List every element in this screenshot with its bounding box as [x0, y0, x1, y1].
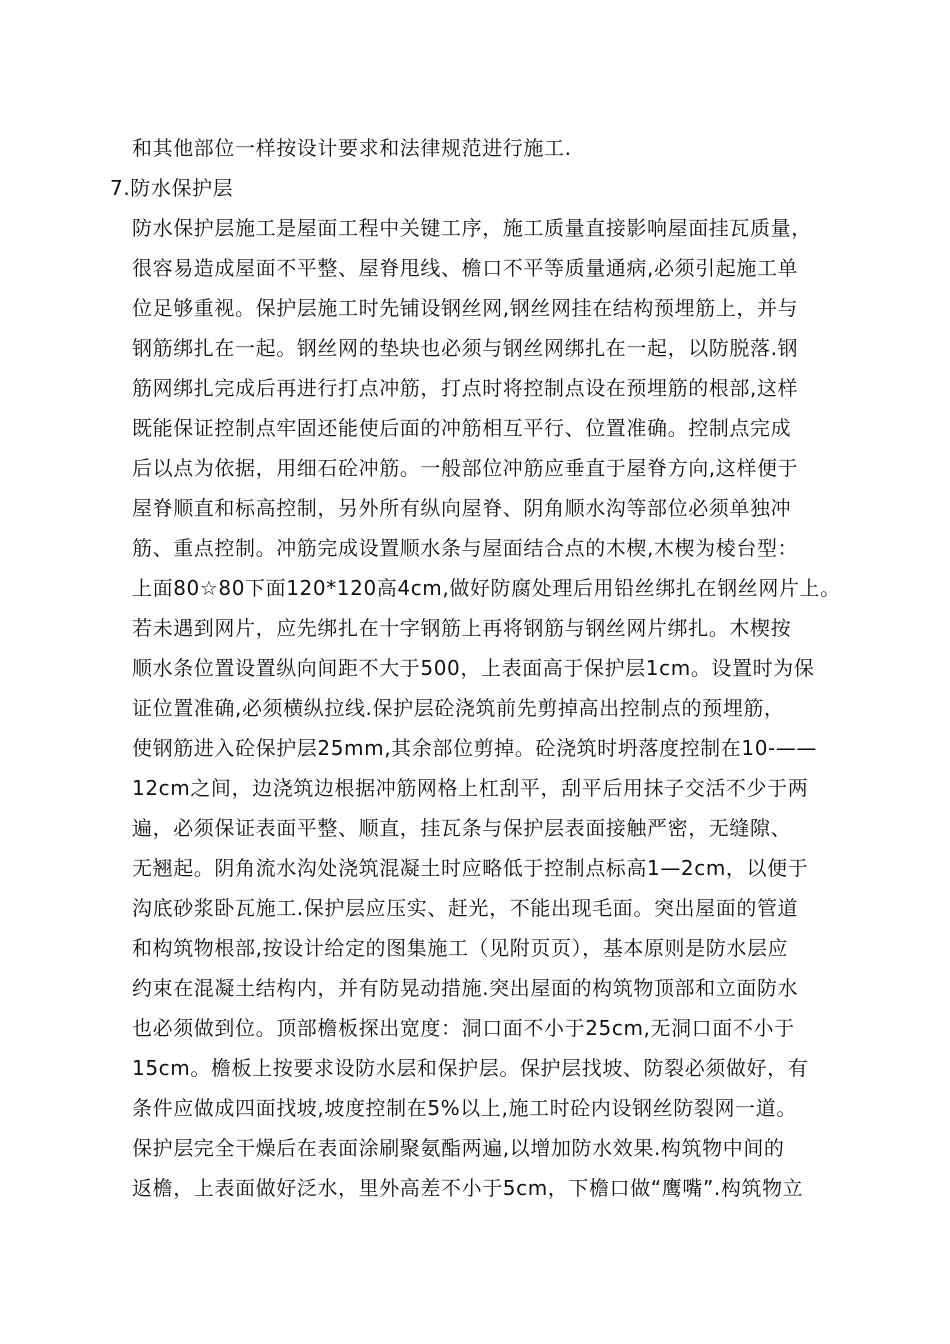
text-line: 筋网绑扎完成后再进行打点冲筋，打点时将控制点设在预埋筋的根部,这样: [132, 376, 799, 400]
text-line: 无翘起。阴角流水沟处浇筑混凝土时应略低于控制点标高1—2cm，以便于: [132, 856, 809, 880]
text-line: 和其他部位一样按设计要求和法律规范进行施工.: [132, 136, 572, 160]
text-line: 条件应做成四面找坡,坡度控制在5%以上,施工时砼内设钢丝防裂网一道。: [132, 1096, 797, 1120]
text-line: 约束在混凝土结构内，并有防晃动措施.突出屋面的构筑物顶部和立面防水: [132, 976, 799, 1000]
text-line: 返檐，上表面做好泛水，里外高差不小于5cm，下檐口做“鹰嘴”.构筑物立: [132, 1176, 804, 1200]
text-line: 证位置准确,必须横纵拉线.保护层砼浇筑前先剪掉高出控制点的预埋筋，: [132, 696, 785, 720]
text-line: 屋脊顺直和标高控制，另外所有纵向屋脊、阴角顺水沟等部位必须单独冲: [132, 496, 792, 520]
text-line: 筋、重点控制。冲筋完成设置顺水条与屋面结合点的木楔,木楔为棱台型：: [132, 536, 799, 560]
section-heading: 7.防水保护层: [110, 176, 234, 200]
text-line: 和构筑物根部,按设计给定的图集施工（见附页页），基本原则是防水层应: [132, 936, 789, 960]
text-line: 防水保护层施工是屋面工程中关键工序，施工质量直接影响屋面挂瓦质量，: [132, 216, 812, 240]
text-line: 若未遇到网片，应先绑扎在十字钢筋上再将钢筋与钢丝网片绑扎。木楔按: [132, 616, 792, 640]
text-line: 后以点为依据，用细石砼冲筋。一般部位冲筋应垂直于屋脊方向,这样便于: [132, 456, 799, 480]
text-line: 遍，必须保证表面平整、顺直，挂瓦条与保护层表面接触严密，无缝隙、: [132, 816, 792, 840]
text-line: 顺水条位置设置纵向间距不大于500，上表面高于保护层1cm。设置时为保: [132, 656, 815, 680]
text-line: 15cm。檐板上按要求设防水层和保护层。保护层找坡、防裂必须做好，有: [132, 1056, 809, 1080]
text-line: 上面80☆80下面120*120高4cm,做好防腐处理后用铅丝绑扎在钢丝网片上。: [132, 576, 841, 600]
text-line: 使钢筋进入砼保护层25mm,其余部位剪掉。砼浇筑时坍落度控制在10-——: [132, 736, 818, 760]
text-line: 沟底砂浆卧瓦施工.保护层应压实、赶光，不能出现毛面。突出屋面的管道: [132, 896, 799, 920]
text-line: 位足够重视。保护层施工时先铺设钢丝网,钢丝网挂在结构预埋筋上，并与: [132, 296, 799, 320]
text-line: 12cm之间，边浇筑边根据冲筋网格上杠刮平，刮平后用抹子交活不少于两: [132, 776, 809, 800]
text-line: 也必须做到位。顶部檐板探出宽度：洞口面不小于25cm,无洞口面不小于: [132, 1016, 795, 1040]
text-line: 很容易造成屋面不平整、屋脊甩线、檐口不平等质量通病,必须引起施工单: [132, 256, 799, 280]
text-line: 既能保证控制点牢固还能使后面的冲筋相互平行、位置准确。控制点完成: [132, 416, 792, 440]
text-line: 保护层完全干燥后在表面涂刷聚氨酯两遍,以增加防水效果.构筑物中间的: [132, 1136, 785, 1160]
text-line: 钢筋绑扎在一起。钢丝网的垫块也必须与钢丝网绑扎在一起，以防脱落.钢: [132, 336, 799, 360]
